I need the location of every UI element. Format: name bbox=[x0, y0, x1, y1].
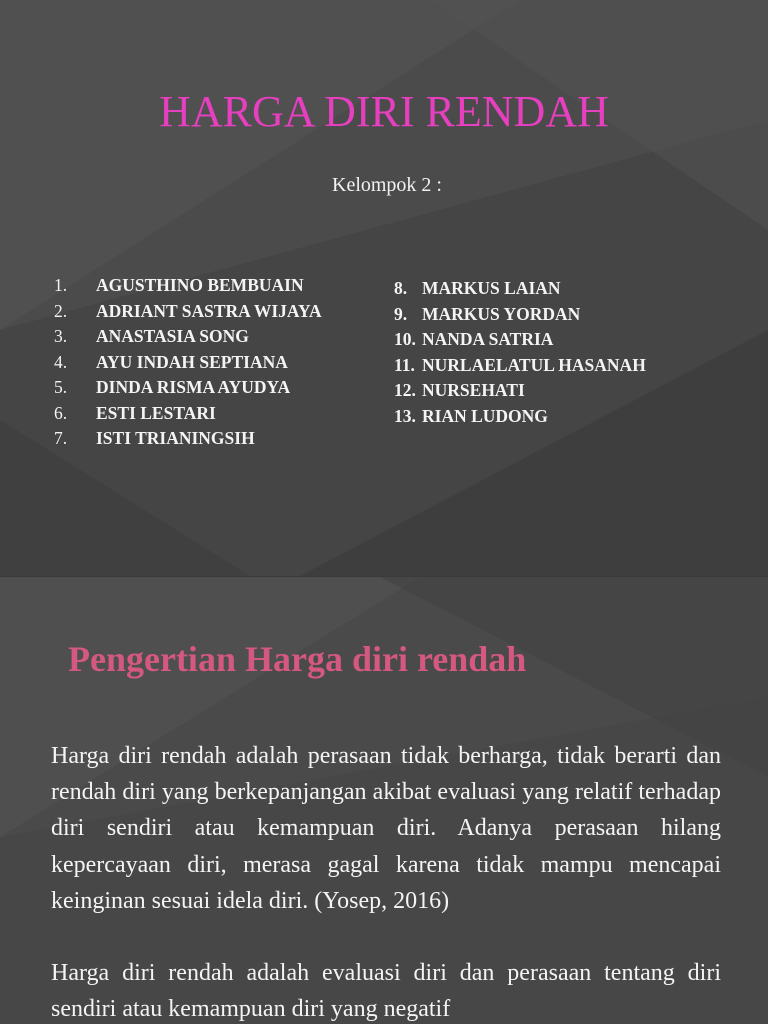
list-number: 2. bbox=[54, 300, 68, 321]
list-number: 4. bbox=[54, 351, 68, 372]
list-number: 7. bbox=[54, 428, 68, 448]
list-item bbox=[54, 375, 322, 401]
member-name: MARKUS LAIAN bbox=[422, 278, 561, 298]
list-item bbox=[394, 353, 646, 379]
member-name: ESTI LESTARI bbox=[96, 402, 216, 423]
list-item bbox=[54, 426, 322, 452]
list-item bbox=[54, 324, 322, 350]
list-number: 12. bbox=[394, 380, 416, 400]
list-number: 10. bbox=[394, 329, 416, 349]
slide-title: HARGA DIRI RENDAH bbox=[159, 87, 609, 136]
member-name: NANDA SATRIA bbox=[422, 329, 554, 349]
list-number: 3. bbox=[54, 326, 68, 346]
list-item bbox=[54, 273, 322, 299]
list-item bbox=[394, 327, 646, 353]
paragraph: Harga diri rendah adalah perasaan tidak berharga, tidak berarti dan rendah diri yang berkepanjangan akibat evaluasi yang relatif terhadap diri sendiri atau kemampuan diri. Adanya perasaan hilang kepercayaan diri, merasa gagal karena tidak mampu mencapai keinginan sesuai idela diri. (Yosep, 2016) bbox=[51, 743, 721, 914]
member-name: RIAN LUDONG bbox=[422, 405, 548, 426]
member-name: AGUSTHINO BEMBUAIN bbox=[96, 275, 304, 295]
member-name: NURSEHATI bbox=[422, 380, 525, 400]
list-item bbox=[394, 404, 646, 430]
member-name: DINDA RISMA AYUDYA bbox=[96, 377, 291, 397]
list-item bbox=[394, 378, 646, 404]
member-list-left bbox=[54, 273, 322, 452]
member-name: ADRIANT SASTRA WIJAYA bbox=[96, 300, 322, 321]
list-item bbox=[394, 276, 646, 302]
list-item bbox=[54, 299, 322, 325]
list-number: 8. bbox=[394, 278, 408, 298]
list-number: 6. bbox=[54, 402, 68, 423]
list-number: 11. bbox=[394, 354, 415, 375]
list-number: 5. bbox=[54, 377, 68, 397]
member-list-right bbox=[394, 276, 646, 429]
paragraph: Harga diri rendah adalah evaluasi diri dan perasaan tentang diri sendiri atau kemampuan diri yang negatif bbox=[51, 960, 721, 1023]
section-title: Pengertian Harga diri rendah bbox=[68, 639, 527, 679]
list-item bbox=[54, 401, 322, 427]
list-number: 1. bbox=[54, 275, 68, 295]
member-name: NURLAELATUL HASANAH bbox=[422, 354, 646, 375]
list-number: 9. bbox=[394, 303, 408, 324]
list-item bbox=[394, 302, 646, 328]
member-name: ISTI TRIANINGSIH bbox=[96, 428, 255, 448]
member-name: MARKUS YORDAN bbox=[422, 303, 581, 324]
definition-slide bbox=[0, 577, 768, 1024]
member-name: AYU INDAH SEPTIANA bbox=[96, 351, 288, 372]
list-number: 13. bbox=[394, 405, 416, 426]
member-name: ANASTASIA SONG bbox=[96, 326, 249, 346]
group-subtitle: Kelompok 2 : bbox=[332, 174, 442, 196]
list-item bbox=[54, 350, 322, 376]
